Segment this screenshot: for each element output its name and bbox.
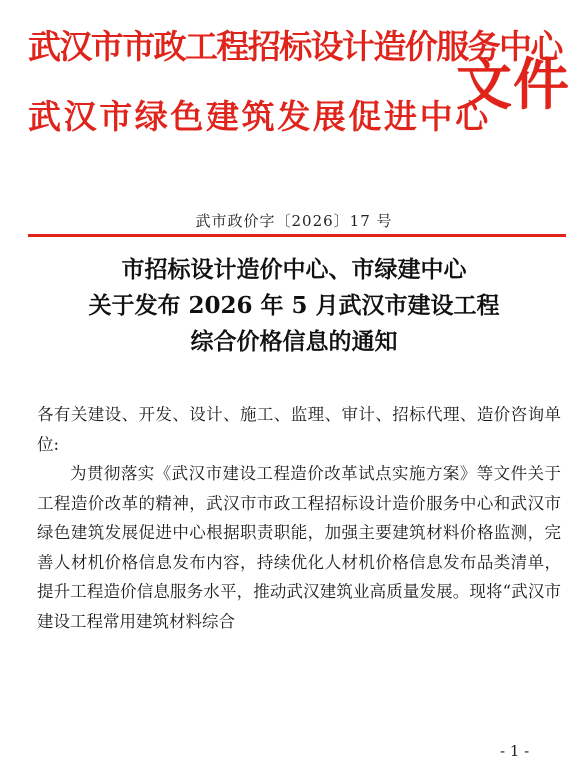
document-number: 武市政价字〔2026〕17 号 [195,212,393,230]
page-number: - 1 - [500,742,530,760]
title-line-1: 市招标设计造价中心、市绿建中心 [121,256,467,283]
issuer-name-line-2: 武汉市绿色建筑发展促进中心 [28,97,491,136]
title-line-2: 关于发布 2026 年 5 月武汉市建设工程 [88,292,500,319]
document-title [0,252,588,360]
issuer-name-line-1: 武汉市市政工程招标设计造价服务中心 [28,27,562,66]
red-divider-line [28,234,566,237]
title-line-3: 综合价格信息的通知 [190,328,398,355]
document-body [37,400,561,636]
document-type-label: 文件 [456,53,570,118]
salutation: 各有关建设、开发、设计、施工、监理、审计、招标代理、造价咨询单位: [37,405,561,454]
body-paragraph-1: 为贯彻落实《武汉市建设工程造价改革试点实施方案》等文件关于工程造价改革的精神，武汉市市政工程招标设计造价服务中心和武汉市绿色建筑发展促进中心根据职责职能，加强主要建筑材料价格监测，完善人材机价格信息发布内容，持续优化人材机价格信息发布品类清单，提升工程造价信息服务水平，推动武汉建筑业高质量发展。现将“武汉市建设工程常用建筑材料综合 [37,464,561,631]
